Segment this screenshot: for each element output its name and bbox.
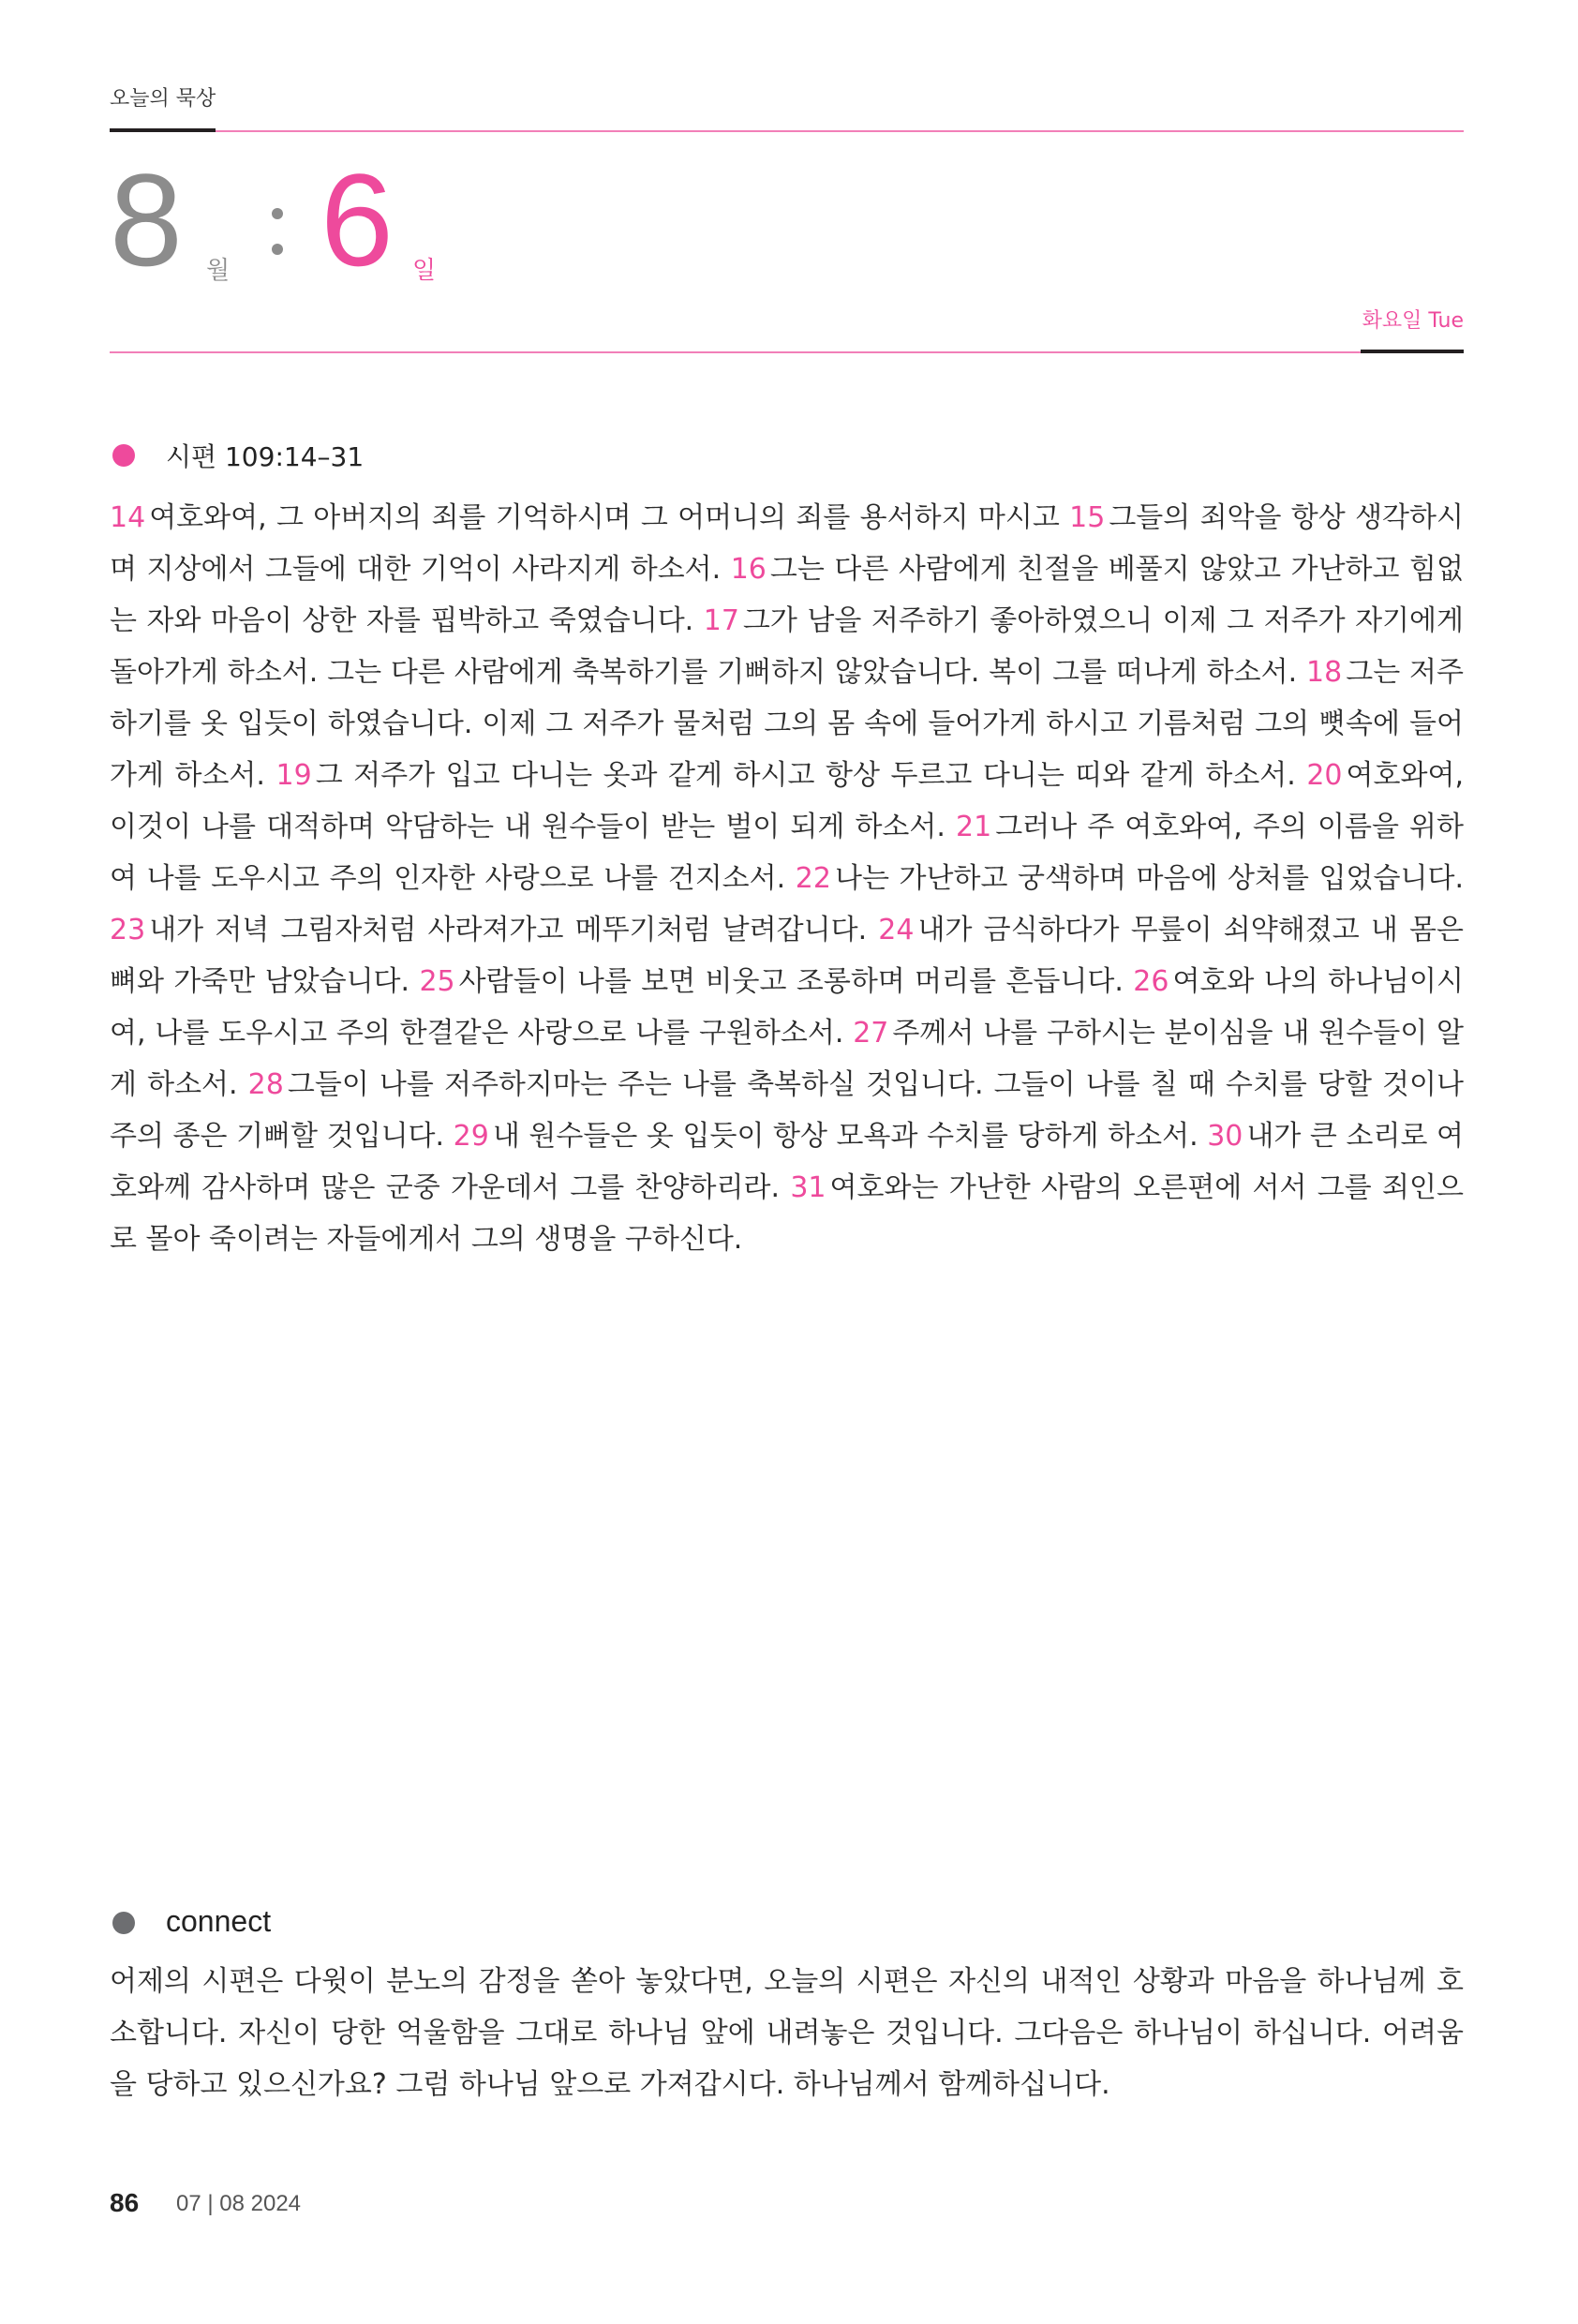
day-unit: 일 — [412, 257, 437, 285]
verse-number: 25 — [419, 965, 455, 998]
verse-number: 26 — [1133, 965, 1169, 998]
verse-number: 21 — [956, 811, 992, 843]
page-number: 86 — [110, 2188, 140, 2217]
verse-text: 주께서 나를 구하시는 분이심을 내 원수들이 알게 하소서. — [110, 1017, 1464, 1101]
issue-date: 07 | 08 2024 — [176, 2191, 302, 2216]
header-label: 오늘의 묵상 — [110, 87, 216, 111]
passage-title: 시편 109:14–31 — [166, 441, 365, 472]
verse-number: 18 — [1306, 656, 1343, 689]
colon-dot-top — [272, 208, 283, 219]
date-rule-dark — [1361, 350, 1464, 353]
connect-bullet-icon — [112, 1912, 135, 1934]
verse-number: 31 — [790, 1171, 826, 1204]
verse-number: 19 — [275, 759, 312, 792]
connect-text: 어제의 시편은 다윗이 분노의 감정을 쏟아 놓았다면, 오늘의 시편은 자신의 내적인 상황과 마음을 하나님께 호소합니다. 자신이 당한 억울함을 그대로 하나님 앞에 내려놓은 것입니다. 그다음은 하나님이 하십니다. 어려움을 당하고 있으신가요? 그럼 하나님 앞으로 가져갑시다. 하나님께서 함께하십니다. — [110, 1965, 1464, 2101]
verse-text: 내가 저녁 그림자처럼 사라져가고 메뚜기처럼 날려갑니다. — [149, 914, 868, 946]
verse-text: 여호와 나의 하나님이시여, 나를 도우시고 주의 한결같은 사랑으로 나를 구원하소서. — [110, 965, 1464, 1050]
verse-text: 그러나 주 여호와여, 주의 이름을 위하여 나를 도우시고 주의 인자한 사랑으로 나를 건지소서. — [110, 811, 1464, 895]
verse-number: 27 — [853, 1017, 889, 1050]
verse-text: 내가 큰 소리로 여호와께 감사하며 많은 군중 가운데서 그를 찬양하리라. — [110, 1120, 1464, 1204]
verse-number: 28 — [247, 1068, 284, 1101]
month-number: 8 — [110, 146, 183, 293]
verse-text: 나는 가난하고 궁색하며 마음에 상처를 입었습니다. — [834, 862, 1464, 895]
colon-dot-bottom — [272, 244, 283, 255]
verse-text: 그들의 죄악을 항상 생각하시며 지상에서 그들에 대한 기억이 사라지게 하소서. — [110, 501, 1464, 586]
month-unit: 월 — [206, 257, 231, 285]
connect-title: connect — [166, 1904, 272, 1938]
date-rule-pink — [110, 351, 1361, 353]
day-number: 6 — [320, 146, 394, 293]
date-display — [110, 146, 766, 293]
verse-text: 그 저주가 입고 다니는 옷과 같게 하시고 항상 두르고 다니는 띠와 같게 하소서. — [315, 759, 1296, 792]
verse-number: 17 — [703, 604, 739, 637]
verse-text: 그는 다른 사람에게 친절을 베풀지 않았고 가난하고 힘없는 자와 마음이 상한 자를 핍박하고 죽였습니다. — [110, 553, 1464, 637]
verse-text: 내 원수들은 옷 입듯이 항상 모욕과 수치를 당하게 하소서. — [492, 1120, 1198, 1153]
scripture-text — [110, 492, 1464, 1265]
verse-number: 16 — [730, 553, 767, 586]
verse-text: 그가 남을 저주하기 좋아하였으니 이제 그 저주가 자기에게 돌아가게 하소서. 그는 다른 사람에게 축복하기를 기뻐하지 않았습니다. 복이 그를 떠나게 하소서. — [110, 604, 1464, 689]
verse-text: 그는 저주하기를 옷 입듯이 하였습니다. 이제 그 저주가 물처럼 그의 몸 속에 들어가게 하시고 기름처럼 그의 뼛속에 들어가게 하소서. — [110, 656, 1464, 792]
passage-bullet-icon — [112, 444, 135, 467]
verse-text: 여호와여, 그 아버지의 죄를 기억하시며 그 어머니의 죄를 용서하지 마시고 — [149, 501, 1060, 534]
verse-number: 24 — [878, 914, 915, 946]
verse-number: 30 — [1207, 1120, 1243, 1153]
verse-text: 여호와여, 이것이 나를 대적하며 악담하는 내 원수들이 받는 벌이 되게 하소서. — [110, 759, 1464, 843]
header-rule-dark — [110, 128, 216, 132]
verse-text: 사람들이 나를 보면 비웃고 조롱하며 머리를 흔듭니다. — [458, 965, 1124, 998]
verse-text: 내가 금식하다가 무릎이 쇠약해졌고 내 몸은 뼈와 가죽만 남았습니다. — [110, 914, 1464, 998]
header-rule-pink — [216, 130, 1464, 132]
verse-number: 15 — [1069, 501, 1106, 534]
verse-number: 23 — [110, 914, 146, 946]
verse-number: 22 — [795, 862, 831, 895]
weekday-label: 화요일 Tue — [1362, 309, 1464, 333]
verse-text: 그들이 나를 저주하지마는 주는 나를 축복하실 것입니다. 그들이 나를 칠 때 수치를 당할 것이나 주의 종은 기뻐할 것입니다. — [110, 1068, 1464, 1153]
verse-number: 29 — [453, 1120, 489, 1153]
verse-number: 20 — [1306, 759, 1343, 792]
verse-text: 여호와는 가난한 사람의 오른편에 서서 그를 죄인으로 몰아 죽이려는 자들에게서 그의 생명을 구하신다. — [110, 1171, 1464, 1256]
verse-number: 14 — [110, 501, 146, 534]
